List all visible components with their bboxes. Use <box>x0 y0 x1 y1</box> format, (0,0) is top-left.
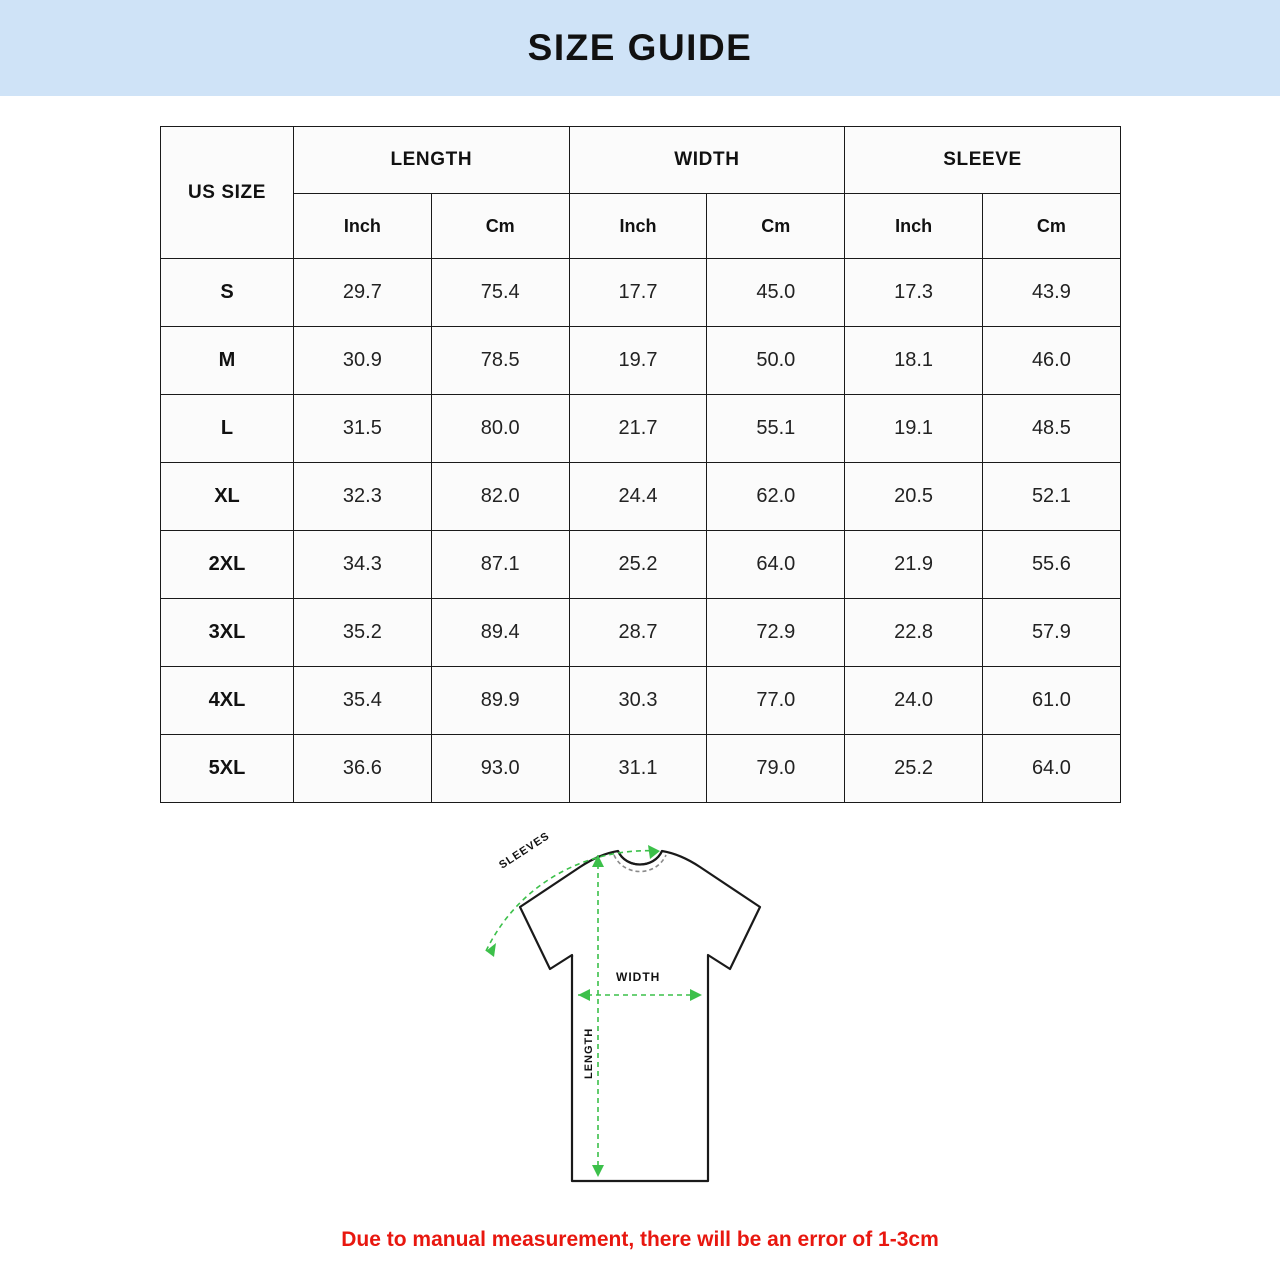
cell-length-inch: 35.2 <box>294 599 432 667</box>
cell-length-cm: 93.0 <box>431 735 569 803</box>
cell-length-inch: 34.3 <box>294 531 432 599</box>
cell-width-cm: 79.0 <box>707 735 845 803</box>
cell-size: L <box>161 395 294 463</box>
cell-size: S <box>161 259 294 327</box>
cell-sleeve-inch: 19.1 <box>845 395 983 463</box>
cell-length-inch: 29.7 <box>294 259 432 327</box>
label-width: WIDTH <box>616 970 661 984</box>
cell-width-cm: 50.0 <box>707 327 845 395</box>
size-chart-table <box>160 126 1121 803</box>
cell-width-cm: 55.1 <box>707 395 845 463</box>
unit-width-inch: Inch <box>569 194 707 259</box>
table-row <box>161 327 1121 395</box>
cell-size: 5XL <box>161 735 294 803</box>
header-length: LENGTH <box>294 127 570 194</box>
table-row <box>161 463 1121 531</box>
cell-width-inch: 31.1 <box>569 735 707 803</box>
cell-sleeve-cm: 43.9 <box>983 259 1121 327</box>
cell-sleeve-inch: 21.9 <box>845 531 983 599</box>
unit-sleeve-inch: Inch <box>845 194 983 259</box>
header-us-size: US SIZE <box>161 127 294 259</box>
cell-length-cm: 75.4 <box>431 259 569 327</box>
cell-width-cm: 72.9 <box>707 599 845 667</box>
cell-sleeve-inch: 20.5 <box>845 463 983 531</box>
cell-sleeve-inch: 18.1 <box>845 327 983 395</box>
cell-width-cm: 62.0 <box>707 463 845 531</box>
cell-width-inch: 17.7 <box>569 259 707 327</box>
cell-length-inch: 32.3 <box>294 463 432 531</box>
table-row <box>161 667 1121 735</box>
cell-length-cm: 82.0 <box>431 463 569 531</box>
cell-width-inch: 19.7 <box>569 327 707 395</box>
cell-sleeve-inch: 17.3 <box>845 259 983 327</box>
cell-length-cm: 89.9 <box>431 667 569 735</box>
cell-length-cm: 87.1 <box>431 531 569 599</box>
unit-sleeve-cm: Cm <box>983 194 1121 259</box>
cell-sleeve-inch: 25.2 <box>845 735 983 803</box>
page-title: SIZE GUIDE <box>527 27 753 68</box>
cell-length-cm: 89.4 <box>431 599 569 667</box>
cell-width-inch: 24.4 <box>569 463 707 531</box>
tshirt-measurement-diagram <box>0 829 1280 1209</box>
cell-size: 4XL <box>161 667 294 735</box>
table-group-header-row <box>161 127 1121 194</box>
table-row <box>161 531 1121 599</box>
table-row <box>161 599 1121 667</box>
header-width: WIDTH <box>569 127 845 194</box>
tshirt-diagram-svg <box>430 829 850 1209</box>
cell-sleeve-cm: 64.0 <box>983 735 1121 803</box>
table-row <box>161 259 1121 327</box>
cell-size: 3XL <box>161 599 294 667</box>
cell-length-inch: 31.5 <box>294 395 432 463</box>
cell-size: 2XL <box>161 531 294 599</box>
unit-width-cm: Cm <box>707 194 845 259</box>
cell-length-cm: 78.5 <box>431 327 569 395</box>
cell-sleeve-cm: 57.9 <box>983 599 1121 667</box>
cell-sleeve-cm: 46.0 <box>983 327 1121 395</box>
size-table-container <box>0 96 1280 803</box>
cell-width-cm: 64.0 <box>707 531 845 599</box>
cell-sleeve-cm: 48.5 <box>983 395 1121 463</box>
cell-width-inch: 30.3 <box>569 667 707 735</box>
table-row <box>161 395 1121 463</box>
unit-length-inch: Inch <box>294 194 432 259</box>
table-unit-row <box>161 194 1121 259</box>
cell-width-inch: 21.7 <box>569 395 707 463</box>
header-sleeve: SLEEVE <box>845 127 1121 194</box>
cell-width-inch: 25.2 <box>569 531 707 599</box>
label-sleeves: SLEEVES <box>497 829 553 872</box>
cell-length-inch: 30.9 <box>294 327 432 395</box>
cell-length-inch: 36.6 <box>294 735 432 803</box>
header-banner <box>0 0 1280 96</box>
cell-sleeve-inch: 22.8 <box>845 599 983 667</box>
cell-sleeve-cm: 55.6 <box>983 531 1121 599</box>
cell-width-cm: 45.0 <box>707 259 845 327</box>
label-length: LENGTH <box>583 1027 595 1079</box>
table-row <box>161 735 1121 803</box>
measurement-disclaimer: Due to manual measurement, there will be an error of 1-3cm <box>341 1228 939 1251</box>
cell-size: XL <box>161 463 294 531</box>
cell-width-cm: 77.0 <box>707 667 845 735</box>
cell-length-inch: 35.4 <box>294 667 432 735</box>
cell-width-inch: 28.7 <box>569 599 707 667</box>
cell-sleeve-inch: 24.0 <box>845 667 983 735</box>
cell-sleeve-cm: 52.1 <box>983 463 1121 531</box>
cell-size: M <box>161 327 294 395</box>
tshirt-outline <box>520 851 760 1181</box>
cell-length-cm: 80.0 <box>431 395 569 463</box>
unit-length-cm: Cm <box>431 194 569 259</box>
cell-sleeve-cm: 61.0 <box>983 667 1121 735</box>
